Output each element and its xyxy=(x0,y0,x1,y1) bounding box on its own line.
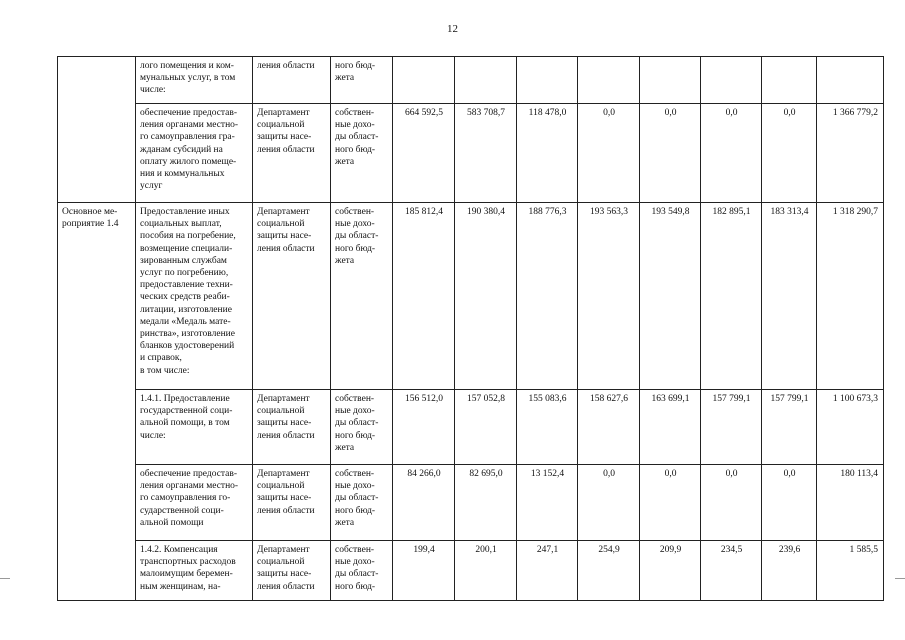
value-cell: 0,0 xyxy=(640,104,701,203)
department-cell: Департамент социальной защиты насе- ления области xyxy=(253,390,331,465)
value-cell: 188 776,3 xyxy=(517,203,578,390)
value-cell: 118 478,0 xyxy=(517,104,578,203)
value-cell xyxy=(517,57,578,104)
department-cell: ления области xyxy=(253,57,331,104)
description-cell: Предоставление иных социальных выплат, пособия на погребение, возмещение специали- зированным службам услуг по погребению, предоставление техни- ческих средств реаби- литации, изготовление медали «Медаль мате- ринства», изготовление бланков удостоверений и справок, в том числе: xyxy=(136,203,253,390)
value-cell xyxy=(701,57,762,104)
table-body xyxy=(58,57,884,601)
value-cell: 239,6 xyxy=(762,541,817,601)
table-row xyxy=(58,104,884,203)
value-cell xyxy=(640,57,701,104)
value-cell: 13 152,4 xyxy=(517,465,578,541)
total-cell: 180 113,4 xyxy=(817,465,884,541)
table-row xyxy=(58,541,884,601)
value-cell xyxy=(455,57,517,104)
value-cell: 234,5 xyxy=(701,541,762,601)
value-cell: 254,9 xyxy=(578,541,640,601)
value-cell: 0,0 xyxy=(701,465,762,541)
description-cell: обеспечение предостав- ления органами местно- го самоуправления го- сударственной соци- альной помощи xyxy=(136,465,253,541)
value-cell: 158 627,6 xyxy=(578,390,640,465)
value-cell: 193 549,8 xyxy=(640,203,701,390)
budget-table xyxy=(57,56,884,601)
funding-source-cell: собствен- ные дохо- ды област- ного бюд- жета xyxy=(331,203,393,390)
description-cell: обеспечение предостав- ления органами местно- го самоуправления гра- жданам субсидий на оплату жилого помеще- ния и коммунальных услуг xyxy=(136,104,253,203)
page-edge-mark xyxy=(0,578,10,579)
description-cell: лого помещения и ком- мунальных услуг, в том числе: xyxy=(136,57,253,104)
value-cell: 199,4 xyxy=(393,541,455,601)
value-cell: 0,0 xyxy=(578,465,640,541)
department-cell: Департамент социальной защиты насе- ления области xyxy=(253,541,331,601)
value-cell: 200,1 xyxy=(455,541,517,601)
table-row xyxy=(58,203,884,390)
value-cell: 193 563,3 xyxy=(578,203,640,390)
value-cell: 157 052,8 xyxy=(455,390,517,465)
total-cell: 1 585,5 xyxy=(817,541,884,601)
department-cell: Департамент социальной защиты насе- ления области xyxy=(253,104,331,203)
value-cell xyxy=(578,57,640,104)
value-cell: 157 799,1 xyxy=(762,390,817,465)
description-cell: 1.4.1. Предоставление государственной соци- альной помощи, в том числе: xyxy=(136,390,253,465)
table-row xyxy=(58,465,884,541)
value-cell: 247,1 xyxy=(517,541,578,601)
funding-source-cell: собствен- ные дохо- ды област- ного бюд- xyxy=(331,541,393,601)
value-cell: 183 313,4 xyxy=(762,203,817,390)
value-cell: 155 083,6 xyxy=(517,390,578,465)
value-cell: 82 695,0 xyxy=(455,465,517,541)
value-cell: 583 708,7 xyxy=(455,104,517,203)
value-cell: 0,0 xyxy=(762,104,817,203)
description-cell: 1.4.2. Компенсация транспортных расходов малоимущим беремен- ным женщинам, на- xyxy=(136,541,253,601)
total-cell: 1 318 290,7 xyxy=(817,203,884,390)
funding-source-cell: собствен- ные дохо- ды област- ного бюд- жета xyxy=(331,390,393,465)
funding-source-cell: собствен- ные дохо- ды област- ного бюд- жета xyxy=(331,104,393,203)
value-cell: 664 592,5 xyxy=(393,104,455,203)
value-cell: 0,0 xyxy=(578,104,640,203)
activity-cell: Основное ме- роприятие 1.4 xyxy=(58,203,136,601)
value-cell: 0,0 xyxy=(701,104,762,203)
funding-source-cell: собствен- ные дохо- ды област- ного бюд- жета xyxy=(331,465,393,541)
value-cell: 157 799,1 xyxy=(701,390,762,465)
page-number: 12 xyxy=(447,23,458,35)
table-row xyxy=(58,390,884,465)
value-cell: 163 699,1 xyxy=(640,390,701,465)
value-cell xyxy=(762,57,817,104)
department-cell: Департамент социальной защиты насе- ления области xyxy=(253,203,331,390)
value-cell: 182 895,1 xyxy=(701,203,762,390)
value-cell: 190 380,4 xyxy=(455,203,517,390)
value-cell: 84 266,0 xyxy=(393,465,455,541)
total-cell: 1 366 779,2 xyxy=(817,104,884,203)
page-edge-mark xyxy=(895,578,905,579)
funding-source-cell: ного бюд- жета xyxy=(331,57,393,104)
total-cell xyxy=(817,57,884,104)
value-cell: 209,9 xyxy=(640,541,701,601)
department-cell: Департамент социальной защиты насе- ления области xyxy=(253,465,331,541)
total-cell: 1 100 673,3 xyxy=(817,390,884,465)
value-cell: 185 812,4 xyxy=(393,203,455,390)
value-cell xyxy=(393,57,455,104)
activity-cell xyxy=(58,57,136,203)
value-cell: 156 512,0 xyxy=(393,390,455,465)
table-row xyxy=(58,57,884,104)
value-cell: 0,0 xyxy=(640,465,701,541)
value-cell: 0,0 xyxy=(762,465,817,541)
